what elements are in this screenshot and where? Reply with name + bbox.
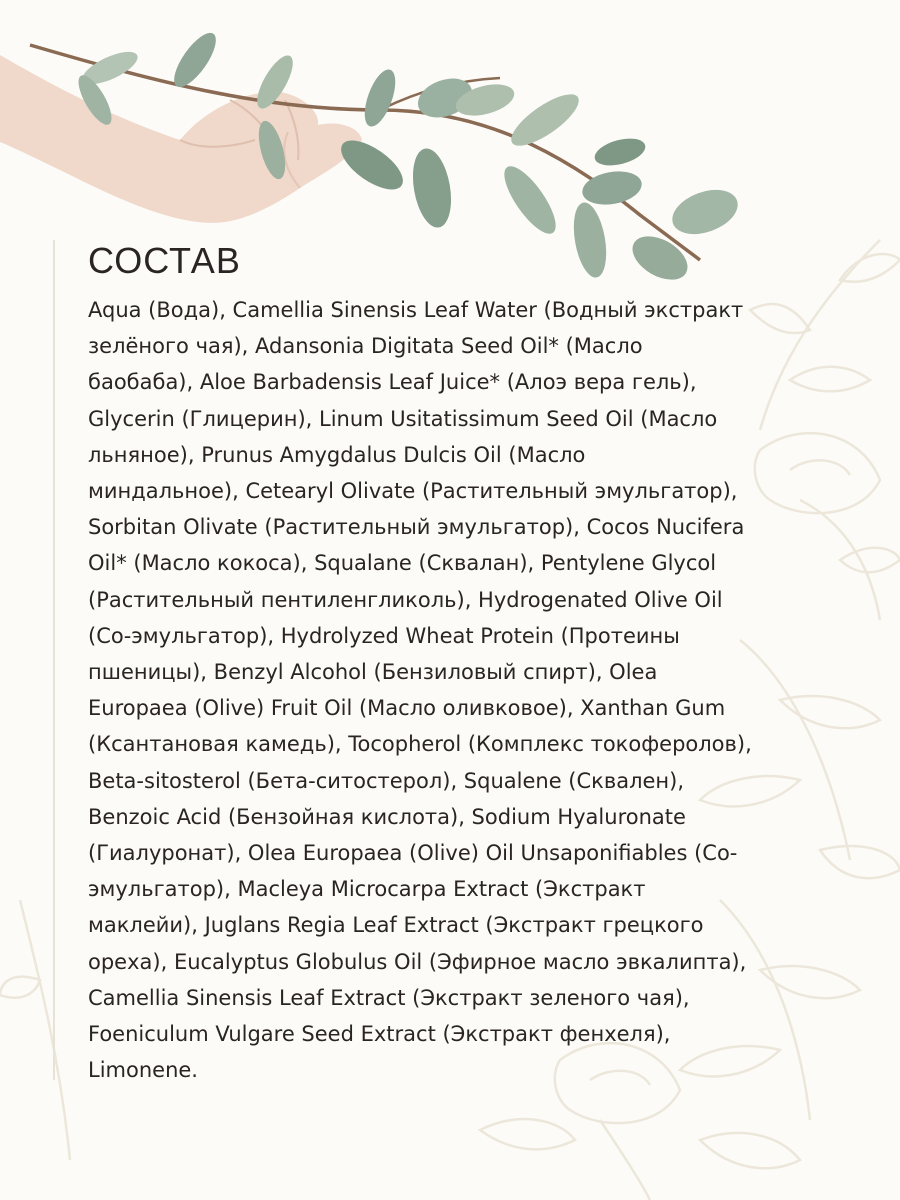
- ingredients-line: Europaea (Olive) Fruit Oil (Масло оливковое), Xanthan Gum: [88, 696, 726, 721]
- ingredients-line: эмульгатор), Macleya Microcarpa Extract (Экстракт: [88, 877, 646, 902]
- ingredients-line: Limonene.: [88, 1058, 198, 1083]
- ingredients-line: Beta-sitosterol (Бета-ситостерол), Squalene (Сквален),: [88, 768, 685, 793]
- ingredients-line: Benzoic Acid (Бензойная кислота), Sodium Hyaluronate: [88, 804, 686, 829]
- section-title: СОСТАВ: [88, 240, 241, 281]
- ingredients-line: льняное), Prunus Amygdalus Dulcis Oil (Масло: [88, 442, 586, 467]
- ingredients-line: зелёного чая), Adansonia Digitata Seed Oil* (Масло: [88, 334, 643, 359]
- ingredients-line: Aqua (Вода), Camellia Sinensis Leaf Water (Водный экстракт: [88, 298, 744, 322]
- ingredients-line: (Ксантановая камедь), Tocopherol (Комплекс токоферолов),: [88, 732, 752, 757]
- ingredients-line: (Со-эмульгатор), Hydrolyzed Wheat Protein (Протеины: [88, 623, 680, 648]
- ingredients-line: Sorbitan Olivate (Растительный эмульгатор), Cocos Nucifera: [88, 515, 745, 540]
- ingredients-line: (Гиалуронат), Olea Europaea (Olive) Oil Unsaponifiables (Со-: [88, 841, 738, 866]
- ingredients-line: (Растительный пентиленгликоль), Hydrogenated Olive Oil: [88, 587, 723, 612]
- ingredients-line: Foeniculum Vulgare Seed Extract (Экстракт фенхеля),: [88, 1022, 671, 1047]
- ingredients-line: миндальное), Cetearyl Olivate (Растительный эмульгатор),: [88, 479, 738, 504]
- ingredients-line: Oil* (Масло кокоса), Squalane (Сквалан), Pentylene Glycol: [88, 551, 717, 576]
- ingredients-line: Glycerin (Глицерин), Linum Usitatissimum Seed Oil (Масло: [88, 406, 718, 431]
- ingredients-line: пшеницы), Benzyl Alcohol (Бензиловый спирт), Olea: [88, 660, 658, 685]
- ingredients-line: Camellia Sinensis Leaf Extract (Экстракт зеленого чая),: [88, 985, 690, 1010]
- ingredients-line: баобаба), Aloe Barbadensis Leaf Juice* (Алоэ вера гель),: [88, 370, 697, 395]
- ingredients-line: ореха), Eucalyptus Globulus Oil (Эфирное масло эвкалипта),: [88, 949, 747, 974]
- ingredients-line: маклейи), Juglans Regia Leaf Extract (Экстракт грецкого: [88, 913, 704, 938]
- ingredients-text: [88, 292, 848, 1088]
- decorative-vertical-rule: [53, 240, 55, 1080]
